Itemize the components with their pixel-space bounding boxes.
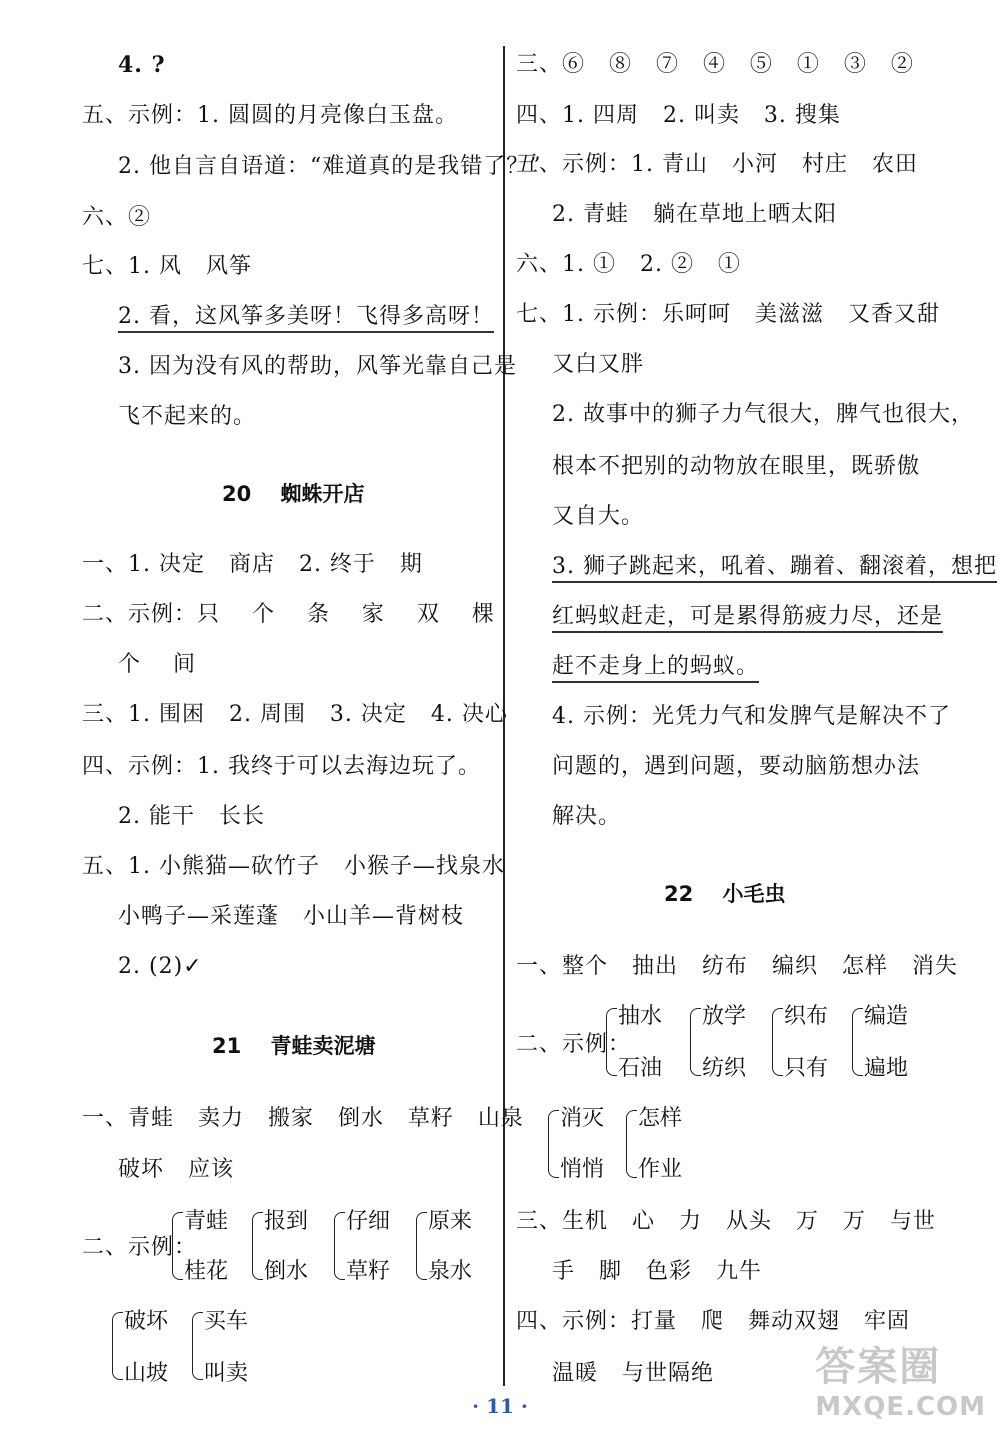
pair-bottom: 作业 [638, 1157, 683, 1182]
answer-line: 三、1. 围困 2. 周围 3. 决定 4. 决心 [82, 702, 508, 727]
pair-top: 破坏 [124, 1309, 169, 1334]
answer-line: 4. ? [118, 52, 166, 78]
answer-line: 破坏 应该 [118, 1157, 234, 1182]
pair-bottom: 遍地 [864, 1056, 909, 1081]
brace-mark [416, 1212, 427, 1280]
answer-line [118, 302, 494, 332]
pair-bottom: 泉水 [428, 1259, 473, 1284]
answer-line: 二、示例： [82, 1235, 198, 1260]
page-number: · 11 · [472, 1394, 528, 1418]
answer-line: 六、1. ① 2. ② ① [516, 252, 741, 277]
pair-top: 编造 [864, 1004, 909, 1029]
answer-line: 2. 青蛙 躺在草地上晒太阳 [552, 202, 837, 227]
pair-top: 报到 [264, 1209, 309, 1234]
answer-line: 四、示例：打量 爬 舞动双翅 牢固 [516, 1309, 910, 1334]
answer-line: 2. 故事中的狮子力气很大，脾气也很大， [552, 402, 974, 427]
answer-line: 二、示例： [516, 1032, 632, 1057]
answer-line: 2. 能干 长长 [118, 804, 265, 829]
section-title-21: 21 青蛙卖泥塘 [212, 1034, 376, 1058]
section-title-20: 20 蜘蛛开店 [222, 482, 365, 506]
brace-mark [192, 1312, 203, 1380]
underlined-text: 3. 狮子跳起来，吼着、蹦着、翻滚着，想把 [552, 554, 997, 583]
brace-mark [252, 1212, 263, 1280]
answer-line: 3. 因为没有风的帮助，风筝光靠自己是 [118, 354, 517, 379]
answer-line: 又白又胖 [552, 352, 645, 377]
underlined-text: 赶不走身上的蚂蚁。 [552, 654, 759, 683]
answer-line: 2. 他自言自语道：“难道真的是我错了？” [118, 154, 542, 179]
pair-top: 原来 [428, 1209, 473, 1234]
answer-line: 根本不把别的动物放在眼里，既骄傲 [552, 454, 921, 479]
answer-line: 问题的，遇到问题，要动脑筋想办法 [552, 754, 921, 779]
pair-top: 放学 [702, 1004, 747, 1029]
answer-line: 四、1. 四周 2. 叫卖 3. 搜集 [516, 103, 841, 128]
pair-top: 买车 [204, 1309, 249, 1334]
answer-line: 一、青蛙 卖力 搬家 倒水 草籽 山泉 [82, 1106, 524, 1131]
section-title-22: 22 小毛虫 [664, 882, 786, 906]
answer-line: 解决。 [552, 804, 622, 829]
brace-mark [626, 1110, 637, 1178]
pair-bottom: 石油 [618, 1056, 663, 1081]
pair-top: 仔细 [346, 1209, 391, 1234]
answer-line: 一、整个 抽出 纺布 编织 怎样 消失 [516, 954, 958, 979]
answer-line: 二、示例：只 个 条 家 双 棵 [82, 602, 495, 627]
brace-mark [172, 1212, 183, 1280]
pair-bottom: 纺织 [702, 1056, 747, 1081]
brace-mark [772, 1008, 783, 1076]
answer-line [552, 602, 943, 632]
underlined-text: 红蚂蚁赶走，可是累得筋疲力尽，还是 [552, 604, 943, 633]
answer-line: 个 间 [118, 652, 196, 677]
answer-line [552, 652, 759, 682]
answer-line: 手 脚 色彩 九牛 [552, 1259, 762, 1284]
answer-line: 七、1. 风 风筝 [82, 254, 252, 279]
answer-line: 五、示例：1. 圆圆的月亮像白玉盘。 [82, 103, 458, 128]
answer-line: 飞不起来的。 [118, 404, 257, 429]
watermark-url: MXQE.COM [815, 1392, 986, 1422]
underlined-text: 2. 看，这风筝多美呀！飞得多高呀！ [118, 304, 494, 333]
pair-top: 怎样 [638, 1106, 683, 1131]
answer-line: 4. 示例：光凭力气和发脾气是解决不了 [552, 704, 951, 729]
watermark-text: 答案圈 [815, 1344, 942, 1390]
pair-bottom: 桂花 [184, 1259, 229, 1284]
answer-line: 五、1. 小熊猫—砍竹子 小猴子—找泉水 [82, 854, 505, 879]
answer-line: 又自大。 [552, 504, 645, 529]
answer-line: 2. (2)✓ [118, 954, 203, 979]
answer-line: 四、示例：1. 我终于可以去海边玩了。 [82, 754, 481, 779]
answer-line: 一、1. 决定 商店 2. 终于 期 [82, 552, 423, 577]
pair-bottom: 山坡 [124, 1361, 169, 1386]
answer-line: 小鸭子—采莲蓬 小山羊—背树枝 [118, 904, 464, 929]
pair-top: 抽水 [618, 1004, 663, 1029]
pair-bottom: 悄悄 [560, 1157, 605, 1182]
pair-top: 青蛙 [184, 1209, 229, 1234]
answer-line [552, 552, 997, 582]
pair-top: 消灭 [560, 1106, 605, 1131]
brace-mark [852, 1008, 863, 1076]
pair-bottom: 草籽 [346, 1259, 391, 1284]
pair-bottom: 倒水 [264, 1259, 309, 1284]
brace-mark [690, 1008, 701, 1076]
watermark-logo [815, 1335, 986, 1422]
brace-mark [606, 1008, 617, 1076]
brace-mark [112, 1312, 123, 1380]
answer-line: 三、生机 心 力 从头 万 万 与世 [516, 1209, 936, 1234]
brace-mark [548, 1110, 559, 1178]
answer-line: 七、1. 示例：乐呵呵 美滋滋 又香又甜 [516, 302, 940, 327]
pair-bottom: 只有 [784, 1056, 829, 1081]
pair-bottom: 叫卖 [204, 1361, 249, 1386]
answer-line: 三、⑥ ⑧ ⑦ ④ ⑤ ① ③ ② [516, 52, 914, 77]
pair-top: 织布 [784, 1004, 829, 1029]
answer-line: 温暖 与世隔绝 [552, 1361, 714, 1386]
brace-mark [334, 1212, 345, 1280]
answer-line: 五、示例：1. 青山 小河 村庄 农田 [516, 152, 918, 177]
answer-line: 六、② [82, 205, 152, 230]
